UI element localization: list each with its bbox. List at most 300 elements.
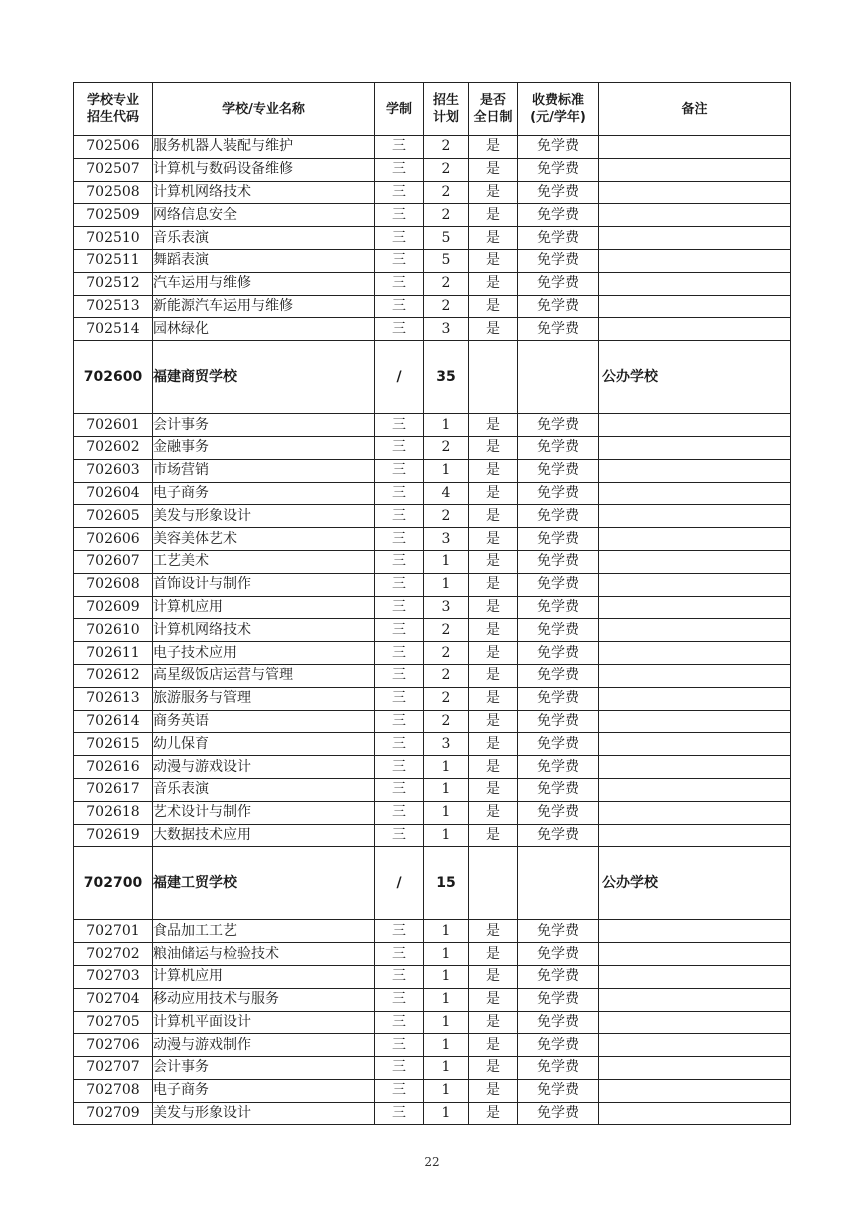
header-row	[74, 83, 791, 136]
cell-system: 三	[375, 181, 424, 204]
cell-name: 新能源汽车运用与维修	[153, 295, 375, 318]
cell-name: 会计事务	[153, 1057, 375, 1080]
cell-name: 幼儿保育	[153, 733, 375, 756]
cell-name: 园林绿化	[153, 318, 375, 341]
cell-fulltime: 是	[469, 227, 518, 250]
cell-plan: 2	[424, 505, 469, 528]
cell-code: 702619	[74, 824, 153, 847]
cell-remark	[599, 965, 791, 988]
cell-fee: 免学费	[518, 778, 599, 801]
cell-system: 三	[375, 756, 424, 779]
cell-remark	[599, 943, 791, 966]
cell-fulltime: 是	[469, 1102, 518, 1125]
cell-fulltime: 是	[469, 482, 518, 505]
cell-name: 高星级饭店运营与管理	[153, 664, 375, 687]
cell-fulltime: 是	[469, 158, 518, 181]
cell-system: 三	[375, 1057, 424, 1080]
cell-fulltime: 是	[469, 710, 518, 733]
table-row	[74, 1034, 791, 1057]
cell-fulltime: 是	[469, 664, 518, 687]
cell-remark	[599, 573, 791, 596]
cell-name: 电子商务	[153, 482, 375, 505]
cell-remark	[599, 505, 791, 528]
cell-system: 三	[375, 1102, 424, 1125]
cell-fulltime: 是	[469, 550, 518, 573]
cell-fee: 免学费	[518, 801, 599, 824]
cell-name: 商务英语	[153, 710, 375, 733]
cell-name: 服务机器人装配与维护	[153, 136, 375, 159]
cell-fulltime: 是	[469, 1079, 518, 1102]
cell-system: 三	[375, 664, 424, 687]
cell-code: 702510	[74, 227, 153, 250]
cell-plan: 1	[424, 756, 469, 779]
table-row	[74, 573, 791, 596]
cell-name: 福建商贸学校	[153, 341, 375, 414]
cell-fee: 免学费	[518, 1079, 599, 1102]
table-row	[74, 642, 791, 665]
cell-plan: 2	[424, 619, 469, 642]
cell-name: 金融事务	[153, 436, 375, 459]
cell-code: 702702	[74, 943, 153, 966]
cell-system: 三	[375, 687, 424, 710]
header-code	[74, 83, 153, 136]
cell-code: 702701	[74, 920, 153, 943]
cell-plan: 1	[424, 988, 469, 1011]
cell-remark	[599, 158, 791, 181]
cell-remark	[599, 988, 791, 1011]
cell-remark	[599, 1011, 791, 1034]
cell-fee: 免学费	[518, 295, 599, 318]
cell-remark	[599, 459, 791, 482]
cell-fulltime: 是	[469, 920, 518, 943]
header-system-text: 学制	[385, 101, 412, 117]
cell-fee: 免学费	[518, 414, 599, 437]
cell-code: 702612	[74, 664, 153, 687]
cell-remark	[599, 619, 791, 642]
cell-system: 三	[375, 710, 424, 733]
cell-system: 三	[375, 295, 424, 318]
table-row	[74, 988, 791, 1011]
cell-fee: 免学费	[518, 943, 599, 966]
cell-fee: 免学费	[518, 436, 599, 459]
cell-remark	[599, 136, 791, 159]
table-row	[74, 295, 791, 318]
cell-plan: 1	[424, 459, 469, 482]
cell-remark	[599, 249, 791, 272]
cell-plan: 1	[424, 920, 469, 943]
table-row	[74, 596, 791, 619]
cell-fee: 免学费	[518, 710, 599, 733]
cell-fulltime: 是	[469, 1057, 518, 1080]
cell-fulltime: 是	[469, 778, 518, 801]
cell-name: 计算机与数码设备维修	[153, 158, 375, 181]
school-row	[74, 847, 791, 920]
cell-system: /	[375, 847, 424, 920]
cell-name: 汽车运用与维修	[153, 272, 375, 295]
cell-fulltime: 是	[469, 249, 518, 272]
table-row	[74, 619, 791, 642]
table-row	[74, 1102, 791, 1125]
header-remark-text: 备注	[681, 101, 708, 117]
cell-code: 702614	[74, 710, 153, 733]
cell-code: 702705	[74, 1011, 153, 1034]
cell-plan: 1	[424, 824, 469, 847]
cell-plan: 3	[424, 528, 469, 551]
table-row	[74, 756, 791, 779]
cell-system: 三	[375, 414, 424, 437]
cell-fulltime	[469, 341, 518, 414]
cell-remark	[599, 642, 791, 665]
cell-system: 三	[375, 482, 424, 505]
cell-remark	[599, 920, 791, 943]
cell-code: 702513	[74, 295, 153, 318]
cell-fee: 免学费	[518, 482, 599, 505]
cell-name: 粮油储运与检验技术	[153, 943, 375, 966]
cell-name: 动漫与游戏设计	[153, 756, 375, 779]
cell-plan: 2	[424, 642, 469, 665]
enrollment-table	[73, 82, 791, 1125]
cell-remark: 公办学校	[599, 847, 791, 920]
cell-code: 702601	[74, 414, 153, 437]
cell-name: 会计事务	[153, 414, 375, 437]
cell-fulltime: 是	[469, 436, 518, 459]
cell-code: 702700	[74, 847, 153, 920]
cell-system: 三	[375, 801, 424, 824]
table-row	[74, 505, 791, 528]
cell-fulltime: 是	[469, 528, 518, 551]
cell-plan: 1	[424, 414, 469, 437]
table-row	[74, 272, 791, 295]
header-fee	[518, 83, 599, 136]
cell-system: 三	[375, 318, 424, 341]
cell-plan: 3	[424, 318, 469, 341]
header-remark	[599, 83, 791, 136]
cell-fee: 免学费	[518, 1034, 599, 1057]
cell-name: 美发与形象设计	[153, 505, 375, 528]
cell-plan: 1	[424, 573, 469, 596]
cell-plan: 5	[424, 227, 469, 250]
table-row	[74, 227, 791, 250]
cell-fulltime: 是	[469, 318, 518, 341]
cell-code: 702703	[74, 965, 153, 988]
cell-name: 移动应用技术与服务	[153, 988, 375, 1011]
cell-code: 702508	[74, 181, 153, 204]
cell-code: 702512	[74, 272, 153, 295]
cell-name: 计算机应用	[153, 965, 375, 988]
cell-system: 三	[375, 642, 424, 665]
cell-remark	[599, 227, 791, 250]
cell-system: 三	[375, 459, 424, 482]
cell-remark	[599, 710, 791, 733]
cell-code: 702708	[74, 1079, 153, 1102]
cell-code: 702605	[74, 505, 153, 528]
cell-name: 音乐表演	[153, 227, 375, 250]
table-row	[74, 920, 791, 943]
cell-code: 702709	[74, 1102, 153, 1125]
cell-remark	[599, 1057, 791, 1080]
cell-fee: 免学费	[518, 459, 599, 482]
cell-fulltime: 是	[469, 414, 518, 437]
cell-plan: 2	[424, 204, 469, 227]
cell-plan: 2	[424, 158, 469, 181]
cell-fee: 免学费	[518, 158, 599, 181]
cell-code: 702617	[74, 778, 153, 801]
cell-fulltime: 是	[469, 573, 518, 596]
header-plan-text: 招生 计划	[432, 93, 459, 125]
cell-system: 三	[375, 436, 424, 459]
cell-remark	[599, 414, 791, 437]
cell-code: 702611	[74, 642, 153, 665]
cell-code: 702615	[74, 733, 153, 756]
cell-name: 首饰设计与制作	[153, 573, 375, 596]
cell-plan: 1	[424, 550, 469, 573]
cell-remark: 公办学校	[599, 341, 791, 414]
cell-code: 702706	[74, 1034, 153, 1057]
cell-system: 三	[375, 528, 424, 551]
cell-plan: 1	[424, 1011, 469, 1034]
cell-system: 三	[375, 1079, 424, 1102]
table-row	[74, 824, 791, 847]
cell-fee: 免学费	[518, 664, 599, 687]
cell-fee: 免学费	[518, 528, 599, 551]
cell-code: 702606	[74, 528, 153, 551]
cell-name: 美容美体艺术	[153, 528, 375, 551]
cell-name: 计算机网络技术	[153, 619, 375, 642]
cell-remark	[599, 1079, 791, 1102]
cell-name: 大数据技术应用	[153, 824, 375, 847]
table-row	[74, 318, 791, 341]
cell-system: 三	[375, 573, 424, 596]
cell-remark	[599, 436, 791, 459]
cell-remark	[599, 181, 791, 204]
cell-code: 702600	[74, 341, 153, 414]
cell-fee: 免学费	[518, 136, 599, 159]
cell-remark	[599, 801, 791, 824]
cell-fee: 免学费	[518, 756, 599, 779]
cell-fulltime: 是	[469, 619, 518, 642]
cell-plan: 1	[424, 1079, 469, 1102]
header-fulltime	[469, 83, 518, 136]
cell-system: 三	[375, 249, 424, 272]
header-plan	[424, 83, 469, 136]
cell-fulltime: 是	[469, 1011, 518, 1034]
cell-name: 电子技术应用	[153, 642, 375, 665]
cell-fulltime: 是	[469, 733, 518, 756]
cell-fee: 免学费	[518, 988, 599, 1011]
table-row	[74, 459, 791, 482]
cell-fee: 免学费	[518, 824, 599, 847]
cell-fulltime: 是	[469, 505, 518, 528]
table-row	[74, 550, 791, 573]
cell-fee: 免学费	[518, 687, 599, 710]
cell-plan: 2	[424, 436, 469, 459]
cell-remark	[599, 318, 791, 341]
table-row	[74, 687, 791, 710]
cell-fee: 免学费	[518, 318, 599, 341]
cell-name: 艺术设计与制作	[153, 801, 375, 824]
table-row	[74, 528, 791, 551]
cell-plan: 1	[424, 778, 469, 801]
table-body	[74, 136, 791, 1125]
cell-fee: 免学费	[518, 733, 599, 756]
cell-plan: 35	[424, 341, 469, 414]
cell-plan: 2	[424, 181, 469, 204]
cell-plan: 1	[424, 943, 469, 966]
cell-system: 三	[375, 733, 424, 756]
cell-code: 702506	[74, 136, 153, 159]
cell-remark	[599, 733, 791, 756]
cell-plan: 1	[424, 1034, 469, 1057]
cell-name: 网络信息安全	[153, 204, 375, 227]
table-row	[74, 710, 791, 733]
cell-system: 三	[375, 158, 424, 181]
cell-fee	[518, 341, 599, 414]
cell-fee: 免学费	[518, 505, 599, 528]
cell-name: 音乐表演	[153, 778, 375, 801]
cell-fee: 免学费	[518, 1011, 599, 1034]
cell-system: 三	[375, 965, 424, 988]
cell-system: 三	[375, 136, 424, 159]
header-fulltime-text: 是否 全日制	[473, 93, 513, 125]
cell-fulltime: 是	[469, 136, 518, 159]
cell-fulltime: 是	[469, 642, 518, 665]
cell-remark	[599, 664, 791, 687]
table-row	[74, 801, 791, 824]
cell-system: 三	[375, 505, 424, 528]
cell-code: 702707	[74, 1057, 153, 1080]
cell-system: 三	[375, 272, 424, 295]
cell-plan: 1	[424, 1057, 469, 1080]
cell-fulltime: 是	[469, 965, 518, 988]
cell-fulltime: 是	[469, 943, 518, 966]
cell-code: 702603	[74, 459, 153, 482]
cell-name: 电子商务	[153, 1079, 375, 1102]
cell-name: 福建工贸学校	[153, 847, 375, 920]
cell-fee: 免学费	[518, 204, 599, 227]
header-name-text: 学校/专业名称	[222, 101, 305, 117]
cell-remark	[599, 204, 791, 227]
cell-code: 702618	[74, 801, 153, 824]
table-row	[74, 158, 791, 181]
cell-fee: 免学费	[518, 619, 599, 642]
cell-fee: 免学费	[518, 642, 599, 665]
header-code-text: 学校专业 招生代码	[86, 93, 139, 125]
cell-plan: 4	[424, 482, 469, 505]
cell-code: 702609	[74, 596, 153, 619]
cell-fulltime: 是	[469, 824, 518, 847]
cell-system: 三	[375, 943, 424, 966]
cell-code: 702616	[74, 756, 153, 779]
cell-system: 三	[375, 619, 424, 642]
cell-name: 舞蹈表演	[153, 249, 375, 272]
cell-code: 702704	[74, 988, 153, 1011]
cell-plan: 2	[424, 136, 469, 159]
table-row	[74, 733, 791, 756]
cell-plan: 15	[424, 847, 469, 920]
cell-system: 三	[375, 824, 424, 847]
cell-code: 702514	[74, 318, 153, 341]
cell-plan: 2	[424, 687, 469, 710]
table-row	[74, 436, 791, 459]
header-system	[375, 83, 424, 136]
cell-fulltime: 是	[469, 459, 518, 482]
cell-name: 美发与形象设计	[153, 1102, 375, 1125]
page-number: 22	[424, 1155, 440, 1169]
cell-fee: 免学费	[518, 249, 599, 272]
cell-name: 旅游服务与管理	[153, 687, 375, 710]
cell-plan: 5	[424, 249, 469, 272]
cell-code: 702610	[74, 619, 153, 642]
table-row	[74, 1057, 791, 1080]
school-row	[74, 341, 791, 414]
cell-system: 三	[375, 1011, 424, 1034]
cell-code: 702607	[74, 550, 153, 573]
cell-plan: 2	[424, 272, 469, 295]
cell-plan: 2	[424, 710, 469, 733]
cell-code: 702509	[74, 204, 153, 227]
table-row	[74, 249, 791, 272]
cell-system: 三	[375, 778, 424, 801]
cell-fee: 免学费	[518, 920, 599, 943]
cell-system: /	[375, 341, 424, 414]
cell-fulltime: 是	[469, 204, 518, 227]
cell-remark	[599, 596, 791, 619]
cell-name: 工艺美术	[153, 550, 375, 573]
cell-system: 三	[375, 204, 424, 227]
cell-name: 计算机网络技术	[153, 181, 375, 204]
cell-fee: 免学费	[518, 1057, 599, 1080]
cell-remark	[599, 756, 791, 779]
cell-system: 三	[375, 550, 424, 573]
table-row	[74, 1011, 791, 1034]
cell-fee: 免学费	[518, 272, 599, 295]
cell-remark	[599, 482, 791, 505]
cell-system: 三	[375, 227, 424, 250]
cell-fee: 免学费	[518, 1102, 599, 1125]
cell-fulltime: 是	[469, 756, 518, 779]
cell-fulltime: 是	[469, 801, 518, 824]
cell-name: 动漫与游戏制作	[153, 1034, 375, 1057]
cell-plan: 1	[424, 801, 469, 824]
cell-fulltime: 是	[469, 988, 518, 1011]
cell-name: 计算机应用	[153, 596, 375, 619]
cell-remark	[599, 295, 791, 318]
header-name	[153, 83, 375, 136]
cell-fulltime: 是	[469, 181, 518, 204]
cell-fulltime: 是	[469, 272, 518, 295]
cell-remark	[599, 272, 791, 295]
cell-system: 三	[375, 596, 424, 619]
cell-remark	[599, 687, 791, 710]
cell-system: 三	[375, 988, 424, 1011]
table-row	[74, 482, 791, 505]
cell-fulltime: 是	[469, 596, 518, 619]
cell-remark	[599, 1034, 791, 1057]
cell-plan: 3	[424, 733, 469, 756]
table-row	[74, 778, 791, 801]
cell-system: 三	[375, 920, 424, 943]
cell-fulltime: 是	[469, 687, 518, 710]
cell-code: 702602	[74, 436, 153, 459]
cell-code: 702613	[74, 687, 153, 710]
cell-plan: 1	[424, 965, 469, 988]
cell-fulltime: 是	[469, 1034, 518, 1057]
cell-code: 702608	[74, 573, 153, 596]
cell-code: 702507	[74, 158, 153, 181]
cell-code: 702604	[74, 482, 153, 505]
table-row	[74, 136, 791, 159]
table-row	[74, 1079, 791, 1102]
